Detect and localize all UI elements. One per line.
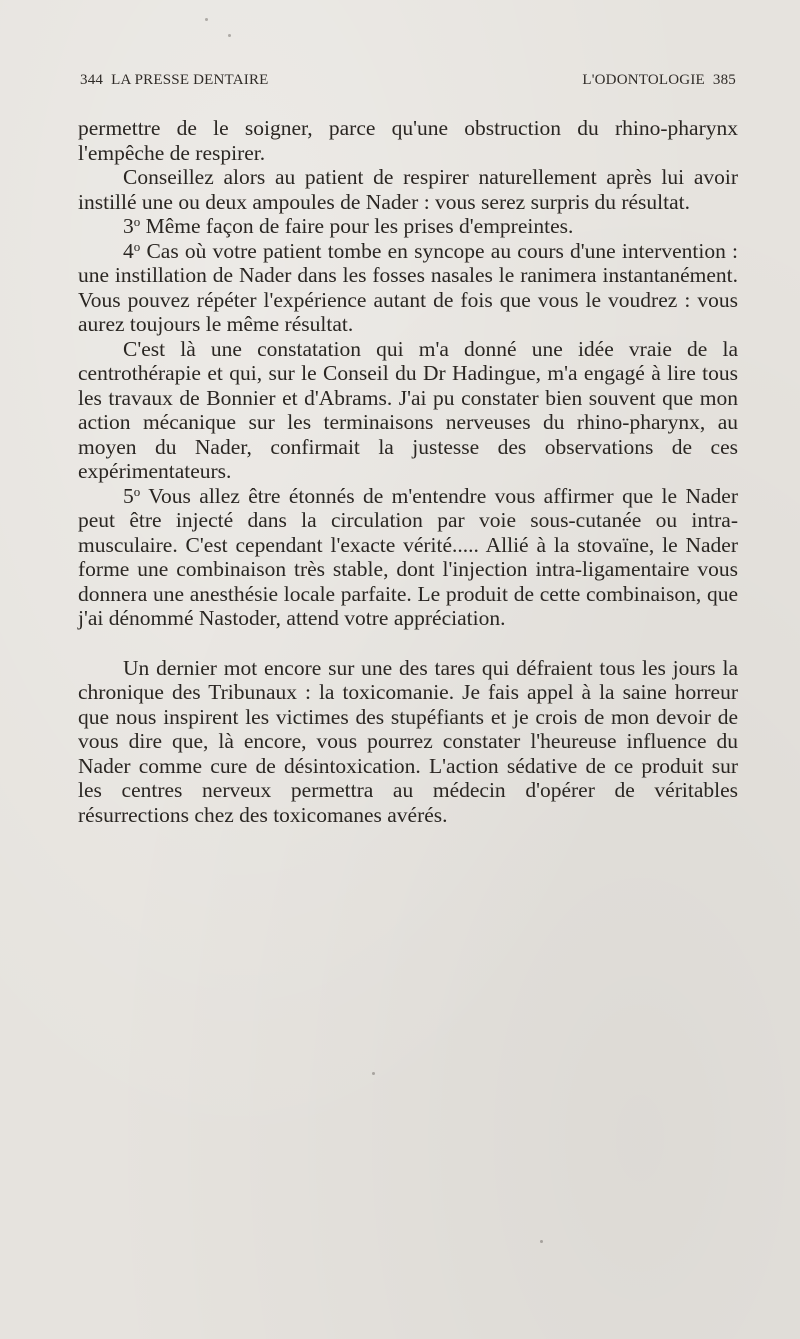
paper-speck xyxy=(205,18,208,21)
right-page-number: 385 xyxy=(712,72,736,88)
paper-speck xyxy=(372,1072,375,1075)
paper-speck xyxy=(540,1240,543,1243)
left-page-number: 344 xyxy=(80,72,104,88)
ordinal-mark: o xyxy=(133,214,141,229)
ordinal-mark: o xyxy=(133,483,141,499)
paragraph-7: Un dernier mot encore sur une des tares qui défraient tous les jours la chronique des Tribunaux : la toxicomanie. Je fais appel à la saine horreur que nous inspirent les victimes des stupéfiants et je crois de mon devoir de vous dire que, là encore, vous pourrez constater l'heureuse influence du Nader comme cure de désintoxication. L'action sédative de ce produit sur les centres nerveux permettra au médecin d'opérer de véritables résurrections chez des toxicomanes avérés. xyxy=(78,655,738,827)
right-journal-title: L'ODONTOLOGIE xyxy=(582,72,705,88)
running-head-right xyxy=(582,72,736,89)
paper-speck xyxy=(228,34,231,37)
running-head-left xyxy=(80,72,269,89)
paragraph-5: C'est là une constatation qui m'a donné une idée vraie de la centrothérapie et qui, sur le Conseil du Dr Hadingue, m'a engagé à lire tous les travaux de Bonnier et d'Abrams. J'ai pu constater bien souvent que mon action mécanique sur les terminaisons nerveuses du rhino-pharynx, au moyen du Nader, confirmait la justesse des observations de ces expérimentateurs. xyxy=(78,336,738,483)
paragraph-2: Conseillez alors au patient de respirer naturellement après lui avoir instillé une ou deux ampoules de Nader : vous serez surpris du résultat. xyxy=(78,165,738,214)
paragraph-4-text: Cas où votre patient tombe en syncope au cours d'une intervention : une instillation de Nader dans les fosses nasales le ranimera instantanément. Vous pouvez répéter l'expérience autant de fois que vous le voudrez : vous aurez toujours le même résultat. xyxy=(78,238,738,336)
paragraph-1: permettre de le soigner, parce qu'une obstruction du rhino-pharynx l'empêche de respirer. xyxy=(78,116,738,165)
paragraph-4 xyxy=(78,239,738,337)
paragraph-3 xyxy=(78,214,738,239)
paragraph-6-text: Vous allez être étonnés de m'entendre vous affirmer que le Nader peut être injecté dans la circulation par voie sous-cutanée ou intra-musculaire. C'est cependant l'exacte vérité..... Allié à la stovaïne, le Nader forme une combinaison très stable, dont l'injection intra-ligamentaire vous donnera une anesthésie locale parfaite. Le produit de cette combinaison, que j'ai dénommé Nastoder, attend votre appréciation. xyxy=(78,483,738,630)
item-number-3: 3 xyxy=(123,214,134,238)
item-number-4: 4 xyxy=(123,238,134,263)
paragraph-6 xyxy=(78,484,738,631)
body-text xyxy=(78,116,738,827)
ordinal-mark: o xyxy=(133,238,141,254)
running-head xyxy=(80,72,736,96)
item-number-5: 5 xyxy=(123,483,134,508)
left-journal-title: LA PRESSE DENTAIRE xyxy=(111,72,269,88)
paragraph-3-text: Même façon de faire pour les prises d'empreintes. xyxy=(140,214,574,238)
